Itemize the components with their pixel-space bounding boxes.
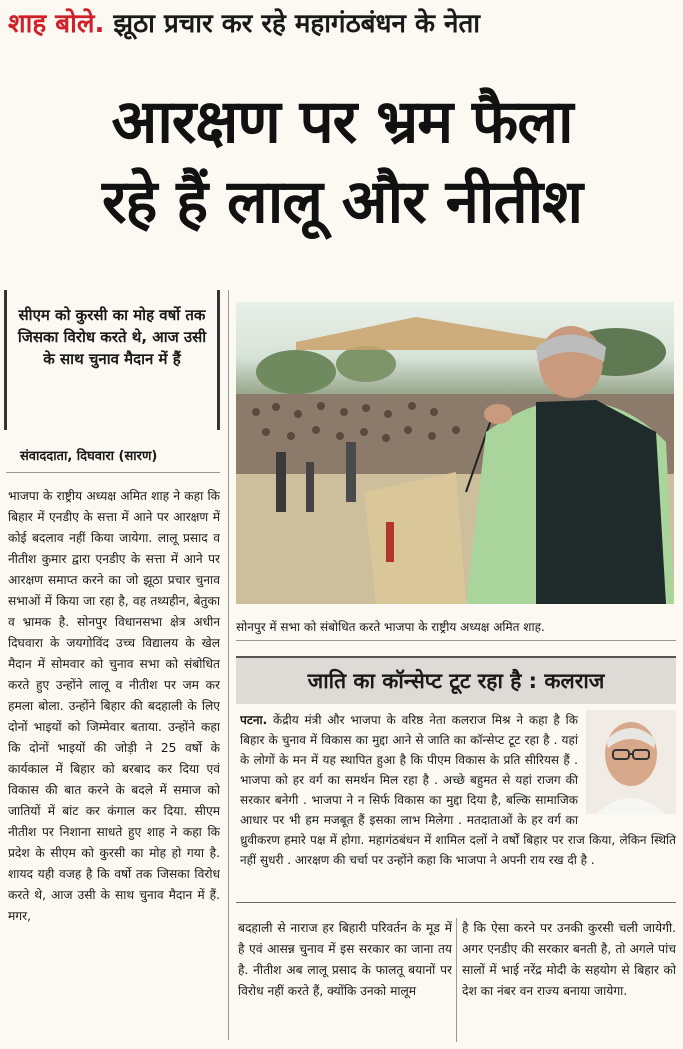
- kicker-line: [8, 4, 678, 44]
- kicker-lead: शाह बोले.: [8, 9, 105, 39]
- byline-rule: [6, 472, 220, 473]
- pull-quote: सीएम को कुरसी का मोह वर्षो तक जिसका विरोध करते थे, आज उसी के साथ चुनाव मैदान में हैं: [4, 290, 220, 430]
- side-story-text: केंद्रीय मंत्री और भाजपा के वरिष्ठ नेता कलराज मिश्र ने कहा है कि बिहार के चुनाव में विकास का मुद्दा आने से जाति का कॉन्सेप्ट टूट रहा है . यहां के लोगों के मन में यह स्थापित हुआ है कि पीएम विकास के प्रति सीरियस हैं . भाजपा को हर वर्ग का समर्थन मिल रहा है . अच्छे बहुमत से यहां राजग की सरकार बनेगी . भाजपा ने न सिर्फ विकास का मुद्दा दिया है, बल्कि सामाजिक आधार पर भी हम मजबूत हैं इसका लाभ मिलेगा . मतदाताओं के हर वर्ग का ध्रुवीकरण हमारे पक्ष में होगा. महागंठबंधन में शामिल दलों ने वर्षों बिहार पर राज किया, लेकिन स्थिति नहीं सुधरी . आरक्षण की चर्चा पर उन्होंने कहा कि भाजपा ने अपनी राय रख दी है .: [240, 713, 676, 867]
- continuation-column-2: है कि ऐसा करने पर उनकी कुरसी चली जायेगी. अगर एनडीए की सरकार बनती है, तो अगले पांच सालों में भाई नरेंद्र मोदी के सहयोग से बिहार को देश का नंबर वन राज्य बनाया जायेगा.: [462, 921, 676, 998]
- side-story-box: [236, 656, 676, 903]
- rally-photo: [236, 302, 674, 604]
- rally-photo-illustration: [236, 302, 674, 604]
- column-divider: [228, 290, 229, 1040]
- continuation-column-1: बदहाली से नाराज हर बिहारी परिवर्तन के मूड में है एवं आसन्न चुनाव में इस सरकार का जाना तय है. नीतीश अब लालू प्रसाद के फालतू बयानों पर विरोध नहीं करते हैं, क्योंकि उनको मालूम: [238, 921, 452, 998]
- caption-rule: [236, 640, 676, 641]
- portrait-illustration: [586, 710, 676, 814]
- kalraj-portrait: [586, 710, 676, 814]
- headline-line-1: आरक्षण पर भ्रम फैला: [111, 87, 573, 157]
- photo-caption: सोनपुर में सभा को संबोधित करते भाजपा के राष्ट्रीय अध्यक्ष अमित शाह.: [236, 620, 545, 634]
- kicker-text: झूठा प्रचार कर रहे महागंठबंधन के नेता: [113, 9, 480, 39]
- article-body: भाजपा के राष्ट्रीय अध्यक्ष अमित शाह ने कहा कि बिहार में एनडीए के सत्ता में आने पर आरक्षण में कोई बदलाव नहीं किया जायेगा. लालू प्रसाद व नीतीश कुमार द्वारा एनडीए के सत्ता में आने पर आरक्षण समाप्त करने का जो झूठा प्रचार चुनाव सभाओं में किया जा रहा है, वह तथ्यहीन, बेतुका व भ्रामक है. सोनपुर विधानसभा क्षेत्र अधीन दिघवारा के जयगोविंद उच्च विद्यालय के खेल मैदान में सोमवार को चुनाव सभा को संबोधित करते हुए उन्होंने लालू व नीतीश पर जम कर हमला बोला. उन्होंने बिहार की बदहाली के लिए दोनों भाइयों को जिम्मेवार बताया. उन्होंने कहा कि दोनों भाइयों की जोड़ी ने 25 वर्षो के कार्यकाल में बिहार को बरबाद कर दिया एवं विकास की बात करने के बदले में समाज को जातियों में बांट कर कंगाल कर दिया. सीएम नीतीश पर निशाना साधते हुए शाह ने कहा कि प्रदेश के सीएम को कुरसी का मोह हो गया है. शायद यही वजह है कि वर्षो तक जिसका विरोध करते थे, आज उसी के साथ चुनाव मैदान में हैं. मगर,: [8, 489, 220, 923]
- lower-column-divider-1: [456, 918, 457, 1042]
- headline: [6, 82, 678, 242]
- headline-line-2: रहे हैं लालू और नीतीश: [101, 167, 582, 237]
- side-story-title: जाति का कॉन्सेप्ट टूट रहा है : कलराज: [236, 658, 676, 704]
- side-story-body: [240, 710, 676, 900]
- byline: संवाददाता, दिघवारा (सारण): [20, 449, 158, 464]
- side-story-dateline: पटना.: [240, 713, 268, 727]
